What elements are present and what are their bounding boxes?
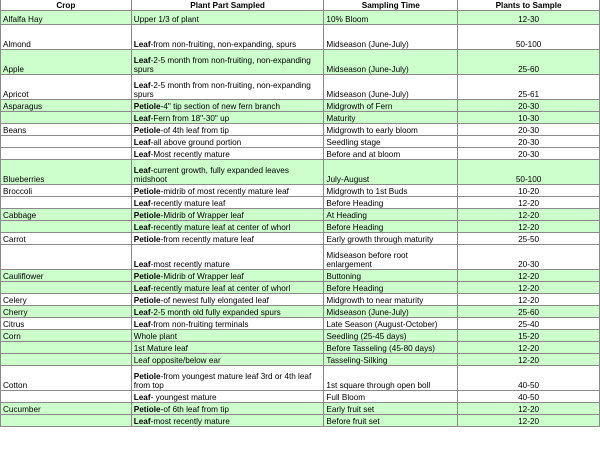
plant-part-description: -midrib of most recently mature leaf: [160, 187, 289, 196]
plants-to-sample-cell: 12-20: [458, 221, 600, 233]
plant-part-description: -of newest fully elongated leaf: [160, 296, 269, 305]
table-row: [1, 160, 600, 185]
plants-to-sample-cell: 40-50: [458, 366, 600, 391]
crop-cell: Citrus: [1, 318, 132, 330]
plant-part-type: Petiole: [133, 405, 161, 414]
plant-part-type: Leaf: [133, 199, 151, 208]
sampling-time-cell: Early growth through maturity: [324, 233, 458, 245]
plant-part-type: Petiole: [133, 272, 161, 281]
plant-part-description: -2-5 month from non-fruiting, non-expanding spurs: [133, 56, 311, 74]
crop-cell: [1, 354, 132, 366]
sampling-time-cell: At Heading: [324, 209, 458, 221]
table-row: [1, 330, 600, 342]
plant-part-description: Whole plant: [133, 332, 177, 341]
plants-to-sample-cell: 25-40: [458, 318, 600, 330]
table-row: [1, 112, 600, 124]
plants-to-sample-cell: 50-100: [458, 25, 600, 50]
crop-cell: [1, 245, 132, 270]
plant-part-type: Leaf: [133, 40, 151, 49]
plants-to-sample-cell: 20-30: [458, 245, 600, 270]
plant-part-description: -from non-fruiting terminals: [150, 320, 249, 329]
plant-part-type: Petiole: [133, 102, 161, 111]
table-row: [1, 391, 600, 403]
plant-part-type: Leaf: [133, 56, 151, 65]
plant-part-cell: [131, 391, 324, 403]
plant-part-cell: [131, 185, 324, 197]
plant-part-cell: [131, 318, 324, 330]
plant-part-type: Leaf: [133, 81, 151, 90]
plants-to-sample-cell: 12-20: [458, 197, 600, 209]
plant-part-description: -current growth, fully expanded leaves midshoot: [133, 166, 289, 184]
crop-cell: Carrot: [1, 233, 132, 245]
plant-part-cell: [131, 245, 324, 270]
table-row: [1, 354, 600, 366]
sampling-time-cell: Midgrowth to early bloom: [324, 124, 458, 136]
table-row: [1, 75, 600, 100]
table-row: [1, 50, 600, 75]
sampling-time-cell: Midseason (June-July): [324, 25, 458, 50]
table-row: [1, 148, 600, 160]
crop-cell: [1, 282, 132, 294]
plants-to-sample-cell: 25-60: [458, 50, 600, 75]
plant-part-cell: [131, 50, 324, 75]
crop-cell: [1, 136, 132, 148]
plant-part-cell: [131, 330, 324, 342]
table-row: [1, 294, 600, 306]
table-row: [1, 11, 600, 25]
table-row: [1, 221, 600, 233]
plant-part-type: Leaf: [133, 260, 151, 269]
crop-cell: [1, 415, 132, 427]
plants-to-sample-cell: 12-20: [458, 342, 600, 354]
plant-part-description: -recently mature leaf at center of whorl: [150, 223, 291, 232]
sampling-time-cell: 1st square through open boll: [324, 366, 458, 391]
plant-part-cell: [131, 124, 324, 136]
plant-part-type: Leaf: [133, 223, 151, 232]
crop-cell: Asparagus: [1, 100, 132, 112]
crop-cell: Almond: [1, 25, 132, 50]
sampling-time-cell: Before Heading: [324, 197, 458, 209]
crop-cell: Broccoli: [1, 185, 132, 197]
plants-to-sample-cell: 25-61: [458, 75, 600, 100]
table-row: [1, 25, 600, 50]
plant-part-cell: [131, 136, 324, 148]
crop-cell: Blueberries: [1, 160, 132, 185]
plant-part-description: -most recently mature: [150, 417, 230, 426]
sampling-time-cell: Midseason (June-July): [324, 306, 458, 318]
plants-to-sample-cell: 20-30: [458, 136, 600, 148]
plants-to-sample-cell: 15-20: [458, 330, 600, 342]
table-row: [1, 318, 600, 330]
sampling-time-cell: Maturity: [324, 112, 458, 124]
plant-part-description: -from youngest mature leaf 3rd or 4th leaf from top: [133, 372, 312, 390]
crop-cell: Corn: [1, 330, 132, 342]
crop-cell: Cotton: [1, 366, 132, 391]
crop-cell: Beans: [1, 124, 132, 136]
plant-part-description: Upper 1/3 of plant: [133, 15, 199, 24]
crop-cell: [1, 342, 132, 354]
plant-part-cell: [131, 294, 324, 306]
table-row: [1, 342, 600, 354]
crop-cell: Celery: [1, 294, 132, 306]
plants-to-sample-cell: 25-60: [458, 306, 600, 318]
plant-part-cell: [131, 354, 324, 366]
plants-to-sample-cell: 50-100: [458, 160, 600, 185]
plant-part-description: -of 4th leaf from tip: [160, 126, 229, 135]
plant-part-cell: [131, 11, 324, 25]
sampling-time-cell: Before fruit set: [324, 415, 458, 427]
sampling-time-cell: Before Tasseling (45-80 days): [324, 342, 458, 354]
plant-part-cell: [131, 342, 324, 354]
plant-part-cell: [131, 197, 324, 209]
plants-to-sample-cell: 12-20: [458, 294, 600, 306]
plant-part-description: -2-5 month old fully expanded spurs: [150, 308, 281, 317]
table-row: [1, 366, 600, 391]
table-row: [1, 209, 600, 221]
plant-part-cell: [131, 25, 324, 50]
sampling-time-cell: Midgrowth to near maturity: [324, 294, 458, 306]
plants-to-sample-cell: 12-20: [458, 415, 600, 427]
plant-part-type: Leaf: [133, 308, 151, 317]
crop-cell: Alfalfa Hay: [1, 11, 132, 25]
plants-to-sample-cell: 12-20: [458, 270, 600, 282]
plant-part-cell: [131, 282, 324, 294]
plant-part-type: Petiole: [133, 372, 161, 381]
plant-part-type: Leaf: [133, 150, 151, 159]
plants-to-sample-cell: 12-20: [458, 282, 600, 294]
plant-part-cell: [131, 209, 324, 221]
plant-part-type: Petiole: [133, 211, 161, 220]
plants-to-sample-cell: 25-50: [458, 233, 600, 245]
sampling-time-cell: Seedling (25-45 days): [324, 330, 458, 342]
sampling-time-cell: Buttoning: [324, 270, 458, 282]
plant-part-type: Petiole: [133, 187, 161, 196]
table-row: [1, 403, 600, 415]
header-row: [1, 0, 600, 11]
plant-part-type: Leaf: [133, 114, 151, 123]
plant-part-description: Leaf opposite/below ear: [133, 356, 221, 365]
plant-part-description: -Midrib of Wrapper leaf: [160, 211, 244, 220]
sampling-time-cell: Before Heading: [324, 282, 458, 294]
plant-part-type: Leaf: [133, 138, 151, 147]
plant-part-cell: [131, 403, 324, 415]
table-row: [1, 197, 600, 209]
sampling-time-cell: Early fruit set: [324, 403, 458, 415]
crop-cell: [1, 391, 132, 403]
plant-part-description: -all above ground portion: [150, 138, 242, 147]
plant-part-cell: [131, 160, 324, 185]
plant-part-cell: [131, 221, 324, 233]
header-sampling-time: Sampling Time: [324, 0, 458, 11]
plant-part-cell: [131, 148, 324, 160]
sampling-time-cell: Midseason before root enlargement: [324, 245, 458, 270]
header-plants-to-sample: Plants to Sample: [458, 0, 600, 11]
plant-part-type: Petiole: [133, 126, 161, 135]
table-row: [1, 245, 600, 270]
plant-part-description: -of 6th leaf from tip: [160, 405, 229, 414]
table-row: [1, 185, 600, 197]
plants-to-sample-cell: 20-30: [458, 124, 600, 136]
sampling-time-cell: Late Season (August-October): [324, 318, 458, 330]
plant-part-cell: [131, 75, 324, 100]
sampling-time-cell: Midseason (June-July): [324, 75, 458, 100]
sampling-time-cell: Seedling stage: [324, 136, 458, 148]
plants-to-sample-cell: 12-30: [458, 11, 600, 25]
plant-part-type: Leaf: [133, 320, 151, 329]
table-row: [1, 100, 600, 112]
sampling-time-cell: Tasseling-Silking: [324, 354, 458, 366]
plant-part-cell: [131, 233, 324, 245]
table-row: [1, 233, 600, 245]
crop-cell: [1, 221, 132, 233]
plant-part-description: - youngest mature: [150, 393, 217, 402]
plant-part-type: Leaf: [133, 284, 151, 293]
table-row: [1, 282, 600, 294]
plant-part-description: -most recently mature: [150, 260, 230, 269]
table-row: [1, 136, 600, 148]
crop-cell: Cucumber: [1, 403, 132, 415]
header-crop: Crop: [1, 0, 132, 11]
plant-part-description: -from recently mature leaf: [160, 235, 254, 244]
plant-part-cell: [131, 270, 324, 282]
plant-part-cell: [131, 306, 324, 318]
plant-part-type: Leaf: [133, 166, 151, 175]
table-row: [1, 124, 600, 136]
plant-part-description: -2-5 month from non-fruiting, non-expanding spurs: [133, 81, 311, 99]
sampling-time-cell: Midgrowth to 1st Buds: [324, 185, 458, 197]
plant-part-description: -recently mature leaf: [150, 199, 226, 208]
sampling-time-cell: Full Bloom: [324, 391, 458, 403]
plants-to-sample-cell: 20-30: [458, 100, 600, 112]
table-row: [1, 270, 600, 282]
crop-cell: [1, 197, 132, 209]
crop-cell: Cabbage: [1, 209, 132, 221]
plant-part-type: Leaf: [133, 417, 151, 426]
plant-part-description: -from non-fruiting, non-expanding, spurs: [150, 40, 297, 49]
plants-to-sample-cell: 20-30: [458, 148, 600, 160]
plant-part-cell: [131, 366, 324, 391]
sampling-time-cell: Before Heading: [324, 221, 458, 233]
plant-part-description: -Most recently mature: [150, 150, 230, 159]
plants-to-sample-cell: 10-30: [458, 112, 600, 124]
plants-to-sample-cell: 12-20: [458, 403, 600, 415]
sampling-time-cell: July-August: [324, 160, 458, 185]
plant-part-cell: [131, 112, 324, 124]
crop-cell: Apple: [1, 50, 132, 75]
header-plant-part: Plant Part Sampled: [131, 0, 324, 11]
sampling-time-cell: Midgrowth of Fern: [324, 100, 458, 112]
plant-part-cell: [131, 415, 324, 427]
plant-part-description: -Midrib of Wrapper leaf: [160, 272, 244, 281]
crop-cell: Cherry: [1, 306, 132, 318]
plant-part-type: Petiole: [133, 296, 161, 305]
sampling-time-cell: Before and at bloom: [324, 148, 458, 160]
plants-to-sample-cell: 10-20: [458, 185, 600, 197]
plants-to-sample-cell: 12-20: [458, 209, 600, 221]
crop-cell: [1, 112, 132, 124]
plant-part-description: -4" tip section of new fern branch: [160, 102, 281, 111]
crop-cell: Apricot: [1, 75, 132, 100]
plant-part-cell: [131, 100, 324, 112]
plant-part-description: 1st Mature leaf: [133, 344, 188, 353]
plant-part-type: Leaf: [133, 393, 151, 402]
plants-to-sample-cell: 12-20: [458, 354, 600, 366]
plants-to-sample-cell: 40-50: [458, 391, 600, 403]
crop-cell: Cauliflower: [1, 270, 132, 282]
sampling-time-cell: 10% Bloom: [324, 11, 458, 25]
table-row: [1, 306, 600, 318]
plant-part-type: Petiole: [133, 235, 161, 244]
plant-part-description: -Fern from 18"-30" up: [150, 114, 230, 123]
table-row: [1, 415, 600, 427]
plant-part-description: -recently mature leaf at center of whorl: [150, 284, 291, 293]
crop-cell: [1, 148, 132, 160]
sampling-time-cell: Midseason (June-July): [324, 50, 458, 75]
